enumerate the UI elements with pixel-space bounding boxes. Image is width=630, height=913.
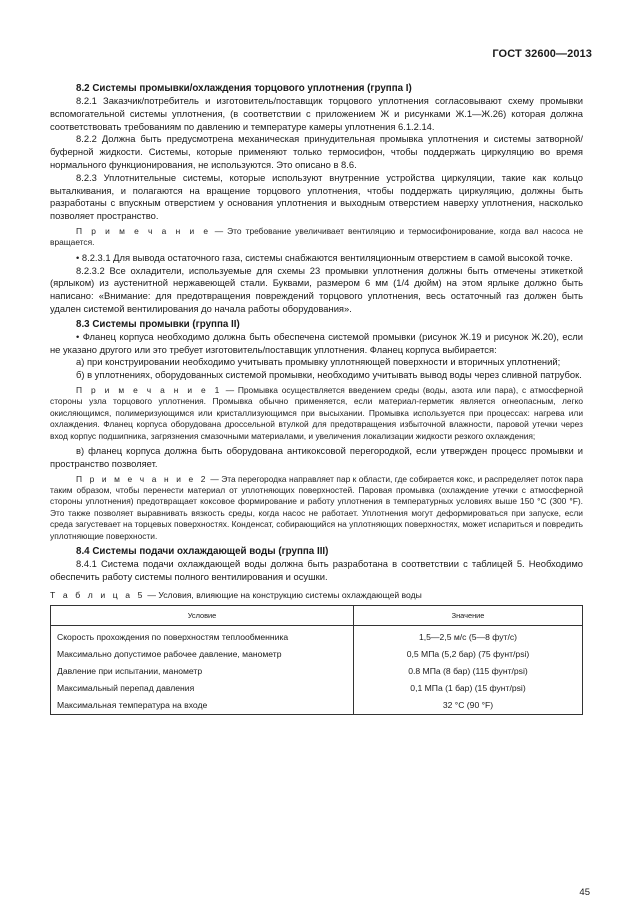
paragraph-8-4-1: 8.4.1 Система подачи охлаждающей воды должна быть разработана в соответствии с таблицей 5. Необходимо обеспечить работу системы полного вентилирования и осушки. — [50, 558, 583, 582]
section-8-3-heading: 8.3 Системы промывки (группа II) — [76, 318, 240, 330]
cell-value: 0,5 МПа (5,2 бар) (75 фунт/psi) — [354, 646, 583, 663]
note-8-2-3 — [50, 226, 583, 249]
note-label: П р и м е ч а н и е 2 — [76, 473, 209, 484]
document-id: ГОСТ 32600—2013 — [492, 48, 592, 60]
cell-value: 0.8 МПа (8 бар) (115 фунт/psi) — [354, 663, 583, 680]
table-caption — [50, 590, 583, 601]
paragraph-8-3-intro: • Фланец корпуса необходимо должна быть обеспечена системой промывки (рисунок Ж.19 и рисунок Ж.20), если не указано другого или это требует изготовитель/поставщик уплотнения. Фланец корпуса выбирается: — [50, 330, 583, 355]
table-row — [51, 646, 583, 663]
section-8-2-heading: 8.2 Системы промывки/охлаждения торцового уплотнения (группа I) — [76, 83, 412, 94]
conditions-table — [50, 605, 583, 715]
table-row — [51, 697, 583, 715]
paragraph-8-2-3: 8.2.3 Уплотнительные системы, которые используют внутренние устройства циркуляции, такие как кольцо выталкивания, и полагаются на вращение торцового уплотнения, чтобы поддержать циркуляцию, должны быть разработаны с впускным отверстием у основания уплотнения и выходным отверстием наверху уплотнения, насколько позволяет пространство. — [50, 171, 583, 222]
note-1 — [50, 385, 583, 442]
header-condition: Условие — [51, 605, 354, 625]
table-caption-text: — Условия, влияющие на конструкцию системы охлаждающей воды — [147, 589, 422, 600]
page-number: 45 — [579, 887, 590, 898]
cell-condition: Максимально допустимое рабочее давление, манометр — [51, 646, 354, 663]
note-label: П р и м е ч а н и е 1 — [76, 384, 222, 395]
table-header-row — [51, 605, 583, 625]
table-caption-label: Т а б л и ц а 5 — [50, 589, 145, 600]
cell-condition: Максимальная температура на входе — [51, 697, 354, 715]
note-text: — Эта перегородка направляет пар к области, где собирается кокс, и распределяет поток пара таким образом, чтобы перенести материал от уплотняющих поверхностей. Паровая промывка (охлаждение утечки с атмосферной стороны уплотнения) предотвращает коксовое формирование и работу уплотнения в температурных условиях выше 150 °С (300 °F). Это также позволяет выравнивать вязкость среды, когда насос не работает. Уплотнения могут деформироваться при запуске, если среда загустевает на торцевых поверхностях. Конденсат, собирающийся на уплотняющих поверхностях, может испариться и повредить уплотняющие поверхности. — [50, 473, 583, 541]
cell-value: 1,5—2,5 м/с (5—8 фут/с) — [354, 625, 583, 646]
list-item-b: б) в уплотнениях, оборудованных системой промывки, необходимо учитывать вывод воды через сливной патрубок. — [76, 369, 582, 381]
section-8-4-heading: 8.4 Системы подачи охлаждающей воды (группа III) — [76, 546, 329, 558]
cell-value: 0,1 МПа (1 бар) (15 фунт/psi) — [354, 680, 583, 697]
note-2 — [50, 474, 583, 542]
table-row — [51, 663, 583, 680]
cell-condition: Максимальный перепад давления — [51, 680, 354, 697]
page-body — [50, 80, 583, 715]
paragraph-8-2-3-1: • 8.2.3.1 Для вывода остаточного газа, системы снабжаются вентиляционным отверстием в самой высокой точке. — [76, 251, 573, 263]
table-row — [51, 680, 583, 697]
cell-condition: Скорость прохождения по поверхностям теплообменника — [51, 625, 354, 646]
list-item-a: а) при конструировании необходимо учитывать промывку уплотняющей поверхности и вторичных уплотнений; — [76, 356, 561, 368]
note-text: — Промывка осуществляется введением среды (воды, азота или пара), с атмосферной стороны узла торцового уплотнения. Промывка обычно применяется, если материал-герметик является огнеопасным, легко окисляющимся, полимеризующимся или кристаллизующимся при высыхании. Промывка используется при процессах: нагрева или охлаждения. Фланец корпуса оборудована дроссельной втулкой для предотвращения избыточной влажности, паровой утечки через вход корпус подшипника, загрязнения смазочными материалами, и увеличения локализации жидкости резкого охлаждения; — [50, 384, 584, 441]
cell-condition: Давление при испытании, манометр — [51, 663, 354, 680]
list-item-c: в) фланец корпуса должна быть оборудована антикоксовой перегородкой, если утвержден процесс промывки и пространство позволяет. — [50, 444, 583, 469]
header-value: Значение — [354, 605, 583, 625]
table-row — [51, 625, 583, 646]
note-label: П р и м е ч а н и е — [76, 225, 211, 236]
paragraph-8-2-1: 8.2.1 Заказчик/потребитель и изготовитель/поставщик торцового уплотнения согласовывают схему промывки вспомогательной системы уплотнения, (в соответствии с приложением Ж и рисунками Ж.1—Ж.26) которая должна соответствовать требованиям по давлению и температуре камеры уплотнения 6.1.2.14. — [50, 95, 583, 132]
paragraph-8-2-3-2: 8.2.3.2 Все охладители, используемые для схемы 23 промывки уплотнения должны быть отмечены этикеткой (ярлыком) из аустенитной нержавеющей стали. Буквами, размером 6 мм (1/4 дюйм) на этом ярлыке должно быть написано: «Внимание: для предотвращения повреждений торцового уплотнения, весь остаточный газ должен быть удален системой вентилирования до начала работы оборудования». — [50, 264, 583, 314]
note-text: — Это требование увеличивает вентиляцию и термосифонирование, когда вал насоса не вращается. — [50, 225, 583, 248]
paragraph-8-2-2: 8.2.2 Должна быть предусмотрена механическая принудительная промывка уплотнения и системы затворной/буферной жидкости. Системы, которые применяют только термосифон, чтобы поддержать циркуляцию во время нормального функционирования, не используются. Это описано в 8.6. — [50, 133, 583, 170]
cell-value: 32 °С (90 °F) — [354, 697, 583, 715]
